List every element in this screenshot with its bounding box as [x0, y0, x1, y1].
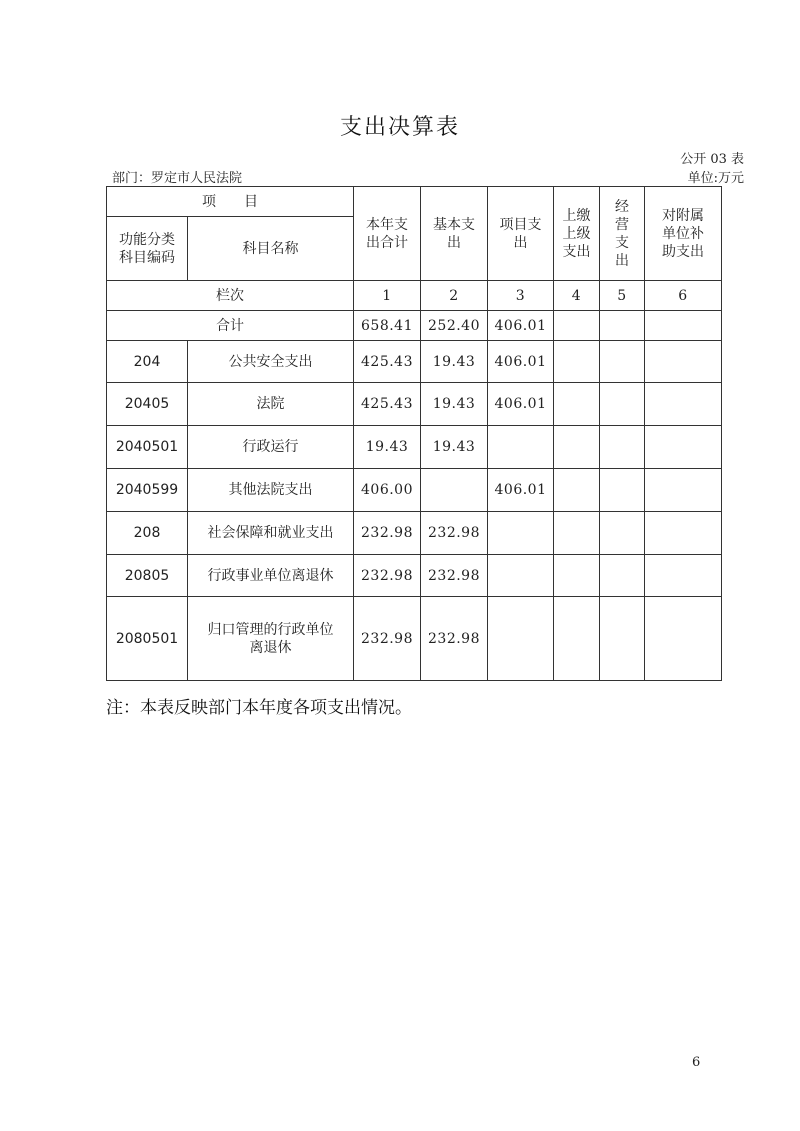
header-basic-line2: 出 — [447, 234, 461, 251]
row-upper — [554, 555, 600, 597]
row-project: 406.01 — [488, 341, 554, 383]
header-subsidy — [645, 187, 722, 281]
column-index-4: 4 — [554, 281, 600, 311]
row-name: 社会保障和就业支出 — [188, 512, 354, 555]
column-index-label: 栏次 — [107, 281, 354, 311]
totals-upper — [554, 311, 600, 341]
row-subsidy — [645, 341, 722, 383]
row-upper — [554, 383, 600, 426]
department-label: 部门：罗定市人民法院 — [112, 171, 243, 186]
row-total: 425.43 — [354, 341, 421, 383]
header-total-line1: 本年支 — [366, 216, 408, 233]
row-basic: 232.98 — [421, 512, 488, 555]
row-basic: 19.43 — [421, 426, 488, 469]
row-upper — [554, 426, 600, 469]
header-upper-line3: 支出 — [562, 243, 591, 260]
column-index-3: 3 — [488, 281, 554, 311]
row-upper — [554, 512, 600, 555]
header-upper-line2: 上级 — [562, 225, 591, 242]
row-code: 2040599 — [107, 469, 188, 512]
row-total: 19.43 — [354, 426, 421, 469]
table-row — [107, 383, 722, 426]
totals-project: 406.01 — [488, 311, 554, 341]
header-func-code-line2: 科目编码 — [119, 249, 175, 266]
header-func-code — [107, 217, 188, 281]
unit-label: 单位:万元 — [687, 171, 744, 186]
row-project: 406.01 — [488, 469, 554, 512]
table-row — [107, 469, 722, 512]
header-business-line3: 支 — [615, 234, 629, 251]
row-project — [488, 597, 554, 681]
row-code: 20405 — [107, 383, 188, 426]
row-basic: 19.43 — [421, 341, 488, 383]
page-title: 支出决算表 — [339, 115, 460, 140]
row-subsidy — [645, 597, 722, 681]
header-basic-line1: 基本支 — [433, 216, 475, 233]
column-index-6: 6 — [645, 281, 722, 311]
header-item: 项 目 — [107, 187, 354, 217]
page-number: 6 — [692, 1055, 701, 1070]
row-basic: 19.43 — [421, 383, 488, 426]
row-basic: 232.98 — [421, 555, 488, 597]
row-name: 行政运行 — [188, 426, 354, 469]
totals-total: 658.41 — [354, 311, 421, 341]
header-business-line2: 营 — [615, 216, 629, 233]
row-upper — [554, 469, 600, 512]
header-upper — [554, 187, 600, 281]
row-total: 232.98 — [354, 555, 421, 597]
column-index-2: 2 — [421, 281, 488, 311]
row-name: 公共安全支出 — [188, 341, 354, 383]
header-subject-name: 科目名称 — [188, 217, 354, 281]
row-total: 406.00 — [354, 469, 421, 512]
row-project — [488, 555, 554, 597]
row-subsidy — [645, 383, 722, 426]
totals-basic: 252.40 — [421, 311, 488, 341]
row-code: 204 — [107, 341, 188, 383]
table-row — [107, 597, 722, 681]
header-project-line2: 出 — [513, 234, 528, 251]
header-business-line4: 出 — [615, 252, 629, 269]
row-business — [600, 383, 645, 426]
totals-label: 合计 — [107, 311, 354, 341]
row-subsidy — [645, 555, 722, 597]
row-subsidy — [645, 426, 722, 469]
totals-business — [600, 311, 645, 341]
table-note: 注：本表反映部门本年度各项支出情况。 — [106, 698, 412, 718]
header-upper-line1: 上缴 — [562, 207, 591, 224]
header-total — [354, 187, 421, 281]
row-code: 208 — [107, 512, 188, 555]
header-project-line1: 项目支 — [499, 216, 542, 233]
row-code: 20805 — [107, 555, 188, 597]
row-code: 2080501 — [107, 597, 188, 681]
totals-row — [107, 311, 722, 341]
totals-subsidy — [645, 311, 722, 341]
row-basic — [421, 469, 488, 512]
row-total: 232.98 — [354, 512, 421, 555]
row-upper — [554, 597, 600, 681]
row-business — [600, 341, 645, 383]
row-business — [600, 426, 645, 469]
row-basic: 232.98 — [421, 597, 488, 681]
row-total: 232.98 — [354, 597, 421, 681]
header-subsidy-line1: 对附属 — [662, 207, 704, 224]
row-subsidy — [645, 512, 722, 555]
row-name-multiline — [188, 597, 354, 681]
header-subsidy-line2: 单位补 — [662, 225, 704, 242]
row-project — [488, 512, 554, 555]
header-basic — [421, 187, 488, 281]
row-name-line1: 归口管理的行政单位 — [207, 621, 334, 638]
row-name: 法院 — [188, 383, 354, 426]
expenditure-table — [106, 186, 722, 681]
row-business — [600, 597, 645, 681]
column-index-5: 5 — [600, 281, 645, 311]
form-code: 公开 03 表 — [680, 152, 744, 167]
row-project: 406.01 — [488, 383, 554, 426]
row-name: 行政事业单位离退休 — [188, 555, 354, 597]
row-business — [600, 469, 645, 512]
table-row — [107, 512, 722, 555]
row-name: 其他法院支出 — [188, 469, 354, 512]
row-business — [600, 555, 645, 597]
header-business-line1: 经 — [615, 198, 629, 215]
header-total-line2: 出合计 — [366, 234, 408, 251]
row-total: 425.43 — [354, 383, 421, 426]
row-project — [488, 426, 554, 469]
row-subsidy — [645, 469, 722, 512]
row-code: 2040501 — [107, 426, 188, 469]
header-business — [600, 187, 645, 281]
table-row — [107, 341, 722, 383]
header-func-code-line1: 功能分类 — [119, 231, 175, 248]
row-business — [600, 512, 645, 555]
row-upper — [554, 341, 600, 383]
column-index-1: 1 — [354, 281, 421, 311]
table-row — [107, 426, 722, 469]
header-subsidy-line3: 助支出 — [662, 243, 704, 260]
table-row — [107, 555, 722, 597]
row-name-line2: 离退休 — [249, 639, 292, 656]
header-project — [488, 187, 554, 281]
